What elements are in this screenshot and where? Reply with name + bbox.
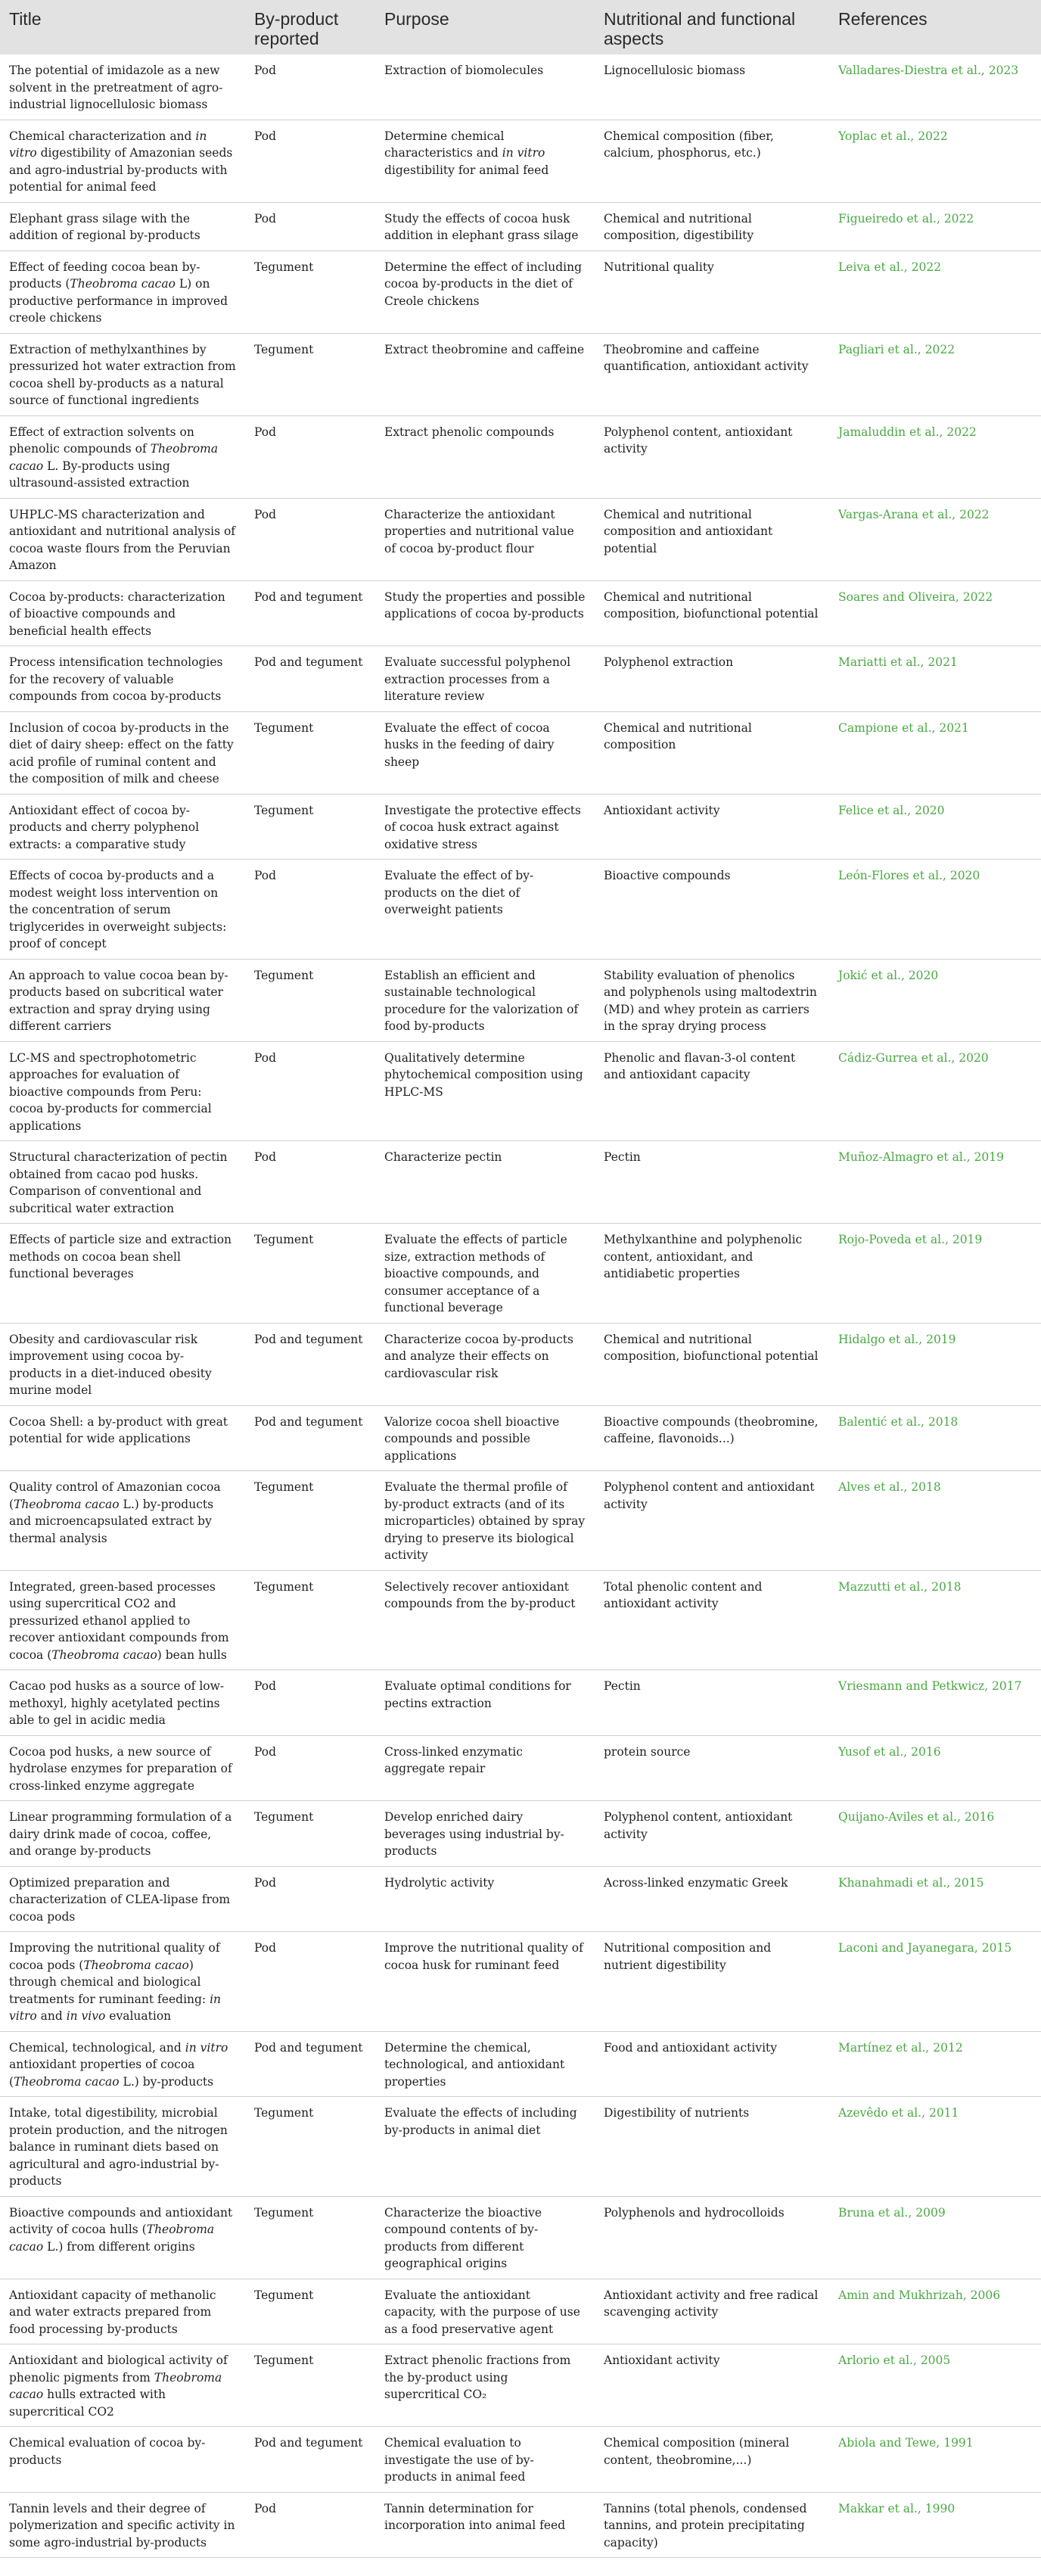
cell-reference[interactable]: Laconi and Jayanegara, 2015: [829, 1932, 1041, 2032]
cell-reference[interactable]: Martínez et al., 2012: [829, 2031, 1041, 2097]
cell-byproduct: Pod and tegument: [245, 1405, 375, 1471]
cell-reference[interactable]: Muñoz-Almagro et al., 2019: [829, 1141, 1041, 1224]
cell-purpose: Evaluate the effects of including by-products in animal diet: [375, 2097, 595, 2197]
table-row: [0, 1471, 1041, 1571]
cell-title: Bioactive compounds and antioxidant activity of cocoa hulls (Theobroma cacao L.) from different origins: [0, 2196, 245, 2279]
cell-nutritional: Bioactive compounds (theobromine, caffeine, flavonoids...): [595, 1405, 829, 1471]
cell-byproduct: Tegument: [245, 333, 375, 415]
cell-byproduct: Tegument: [245, 959, 375, 1041]
cell-reference[interactable]: Arlorio et al., 2005: [829, 2344, 1041, 2427]
cell-byproduct: Pod: [245, 2492, 375, 2558]
cell-byproduct: Pod: [245, 1735, 375, 1801]
cell-title: Structural characterization of pectin obtained from cacao pod husks. Comparison of conventional and subcritical water extraction: [0, 1141, 245, 1224]
cell-title: Effects of particle size and extraction methods on cocoa bean shell functional beverages: [0, 1224, 245, 1324]
cell-purpose: Selectively recover antioxidant compounds from the by-product: [375, 1570, 595, 1670]
cell-purpose: Study the properties and possible applications of cocoa by-products: [375, 580, 595, 646]
cell-nutritional: Food and antioxidant activity: [595, 2031, 829, 2097]
column-header-title: Title: [0, 0, 245, 54]
cell-reference[interactable]: Khanahmadi et al., 2015: [829, 1866, 1041, 1932]
cell-reference[interactable]: Jokić et al., 2020: [829, 959, 1041, 1041]
cell-byproduct: Pod: [245, 120, 375, 202]
cell-nutritional: Chemical composition (fiber, calcium, phosphorus, etc.): [595, 120, 829, 202]
cell-byproduct: Tegument: [245, 2344, 375, 2427]
table-row: [0, 1570, 1041, 1670]
cell-title: Optimized preparation and characterization of CLEA-lipase from cocoa pods: [0, 1866, 245, 1932]
cell-title: Quality control of Amazonian cocoa (Theobroma cacao L.) by-products and microencapsulated extract by thermal analysis: [0, 1471, 245, 1571]
cell-nutritional: Chemical and nutritional composition: [595, 711, 829, 794]
table-row: [0, 1141, 1041, 1224]
cell-title: Obesity and cardiovascular risk improvement using cocoa by-products in a diet-induced obesity murine model: [0, 1323, 245, 1405]
cell-nutritional: Lignocellulosic biomass: [595, 54, 829, 120]
cell-reference[interactable]: Jamaluddin et al., 2022: [829, 415, 1041, 498]
cell-byproduct: Pod: [245, 415, 375, 498]
cell-nutritional: Nutritional composition and nutrient digestibility: [595, 1932, 829, 2032]
table-row: [0, 1405, 1041, 1471]
cell-nutritional: Bioactive compounds: [595, 860, 829, 960]
cell-byproduct: Tegument: [245, 1471, 375, 1571]
cell-nutritional: Tannins (total phenols, condensed tannins, and protein precipitating capacity): [595, 2492, 829, 2558]
cell-byproduct: Pod: [245, 498, 375, 580]
cell-reference[interactable]: Abiola and Tewe, 1991: [829, 2427, 1041, 2493]
cell-nutritional: Methylxanthine and polyphenolic content, antioxidant, and antidiabetic properties: [595, 1224, 829, 1324]
cell-purpose: Establish an efficient and sustainable technological procedure for the valorization of food by-products: [375, 959, 595, 1041]
table-row: [0, 498, 1041, 580]
cell-reference[interactable]: Valladares-Diestra et al., 2023: [829, 54, 1041, 120]
cell-purpose: Evaluate the effect of by-products on the diet of overweight patients: [375, 860, 595, 960]
column-header-nutritional: Nutritional and functional aspects: [595, 0, 829, 54]
cell-purpose: Develop enriched dairy beverages using industrial by-products: [375, 1801, 595, 1867]
cell-byproduct: Tegument: [245, 711, 375, 794]
column-header-byproduct: By-product reported: [245, 0, 375, 54]
cell-byproduct: Tegument: [245, 2196, 375, 2279]
table-row: [0, 2279, 1041, 2344]
table-row: [0, 2196, 1041, 2279]
cell-reference[interactable]: Soares and Oliveira, 2022: [829, 580, 1041, 646]
cell-purpose: Study the effects of cocoa husk addition in elephant grass silage: [375, 202, 595, 250]
cell-nutritional: Pectin: [595, 1670, 829, 1736]
table-row: [0, 711, 1041, 794]
cell-nutritional: Chemical and nutritional composition, biofunctional potential: [595, 580, 829, 646]
cell-reference[interactable]: Amin and Mukhrizah, 2006: [829, 2279, 1041, 2344]
cell-title: Effect of extraction solvents on phenolic compounds of Theobroma cacao L. By-products using ultrasound-assisted extraction: [0, 415, 245, 498]
cell-purpose: Evaluate the effects of particle size, extraction methods of bioactive compounds, and consumer acceptance of a functional beverage: [375, 1224, 595, 1324]
cell-reference[interactable]: Quijano-Aviles et al., 2016: [829, 1801, 1041, 1867]
header-row: [0, 0, 1041, 54]
table-row: [0, 794, 1041, 860]
cell-purpose: Evaluate the effect of cocoa husks in the feeding of dairy sheep: [375, 711, 595, 794]
cell-nutritional: Total phenolic content and antioxidant activity: [595, 1570, 829, 1670]
cell-title: UHPLC-MS characterization and antioxidant and nutritional analysis of cocoa waste flours from the Peruvian Amazon: [0, 498, 245, 580]
cell-purpose: Characterize the antioxidant properties and nutritional value of cocoa by-product flour: [375, 498, 595, 580]
cell-reference[interactable]: Rojo-Poveda et al., 2019: [829, 1224, 1041, 1324]
cell-byproduct: Pod and tegument: [245, 2427, 375, 2493]
cell-nutritional: Chemical and nutritional composition and antioxidant potential: [595, 498, 829, 580]
cell-purpose: Evaluate the antioxidant capacity, with the purpose of use as a food preservative agent: [375, 2279, 595, 2344]
cell-title: Linear programming formulation of a dairy drink made of cocoa, coffee, and orange by-products: [0, 1801, 245, 1867]
cell-nutritional: Polyphenol content and antioxidant activity: [595, 1471, 829, 1571]
cell-nutritional: Pectin: [595, 1141, 829, 1224]
cell-nutritional: Polyphenol content, antioxidant activity: [595, 415, 829, 498]
cell-purpose: Investigate the protective effects of cocoa husk extract against oxidative stress: [375, 794, 595, 860]
table-row: [0, 860, 1041, 960]
cell-title: Intake, total digestibility, microbial protein production, and the nitrogen balance in ruminant diets based on agricultural and agro-industrial by-products: [0, 2097, 245, 2197]
cell-title: Cocoa pod husks, a new source of hydrolase enzymes for preparation of cross-linked enzyme aggregate: [0, 1735, 245, 1801]
cell-reference[interactable]: Figueiredo et al., 2022: [829, 202, 1041, 250]
cell-purpose: Hydrolytic activity: [375, 1866, 595, 1932]
column-header-references: References: [829, 0, 1041, 54]
cell-purpose: Determine the chemical, technological, and antioxidant properties: [375, 2031, 595, 2097]
cell-nutritional: Antioxidant activity: [595, 794, 829, 860]
cell-reference[interactable]: Vargas-Arana et al., 2022: [829, 498, 1041, 580]
cell-reference[interactable]: Mariatti et al., 2021: [829, 646, 1041, 712]
table-row: [0, 2344, 1041, 2427]
cell-title: Chemical characterization and in vitro digestibility of Amazonian seeds and agro-industrial by-products with potential for animal feed: [0, 120, 245, 202]
table-row: [0, 333, 1041, 415]
cell-byproduct: Pod: [245, 54, 375, 120]
cell-byproduct: Pod: [245, 1141, 375, 1224]
cell-nutritional: Antioxidant activity and free radical scavenging activity: [595, 2279, 829, 2344]
table-row: [0, 120, 1041, 202]
cell-purpose: Characterize cocoa by-products and analyze their effects on cardiovascular risk: [375, 1323, 595, 1405]
cell-title: Antioxidant and biological activity of phenolic pigments from Theobroma cacao hulls extracted with supercritical CO2: [0, 2344, 245, 2427]
cell-reference[interactable]: Balentić et al., 2018: [829, 1405, 1041, 1471]
cell-byproduct: Pod: [245, 202, 375, 250]
cell-purpose: Improve the nutritional quality of cocoa husk for ruminant feed: [375, 1932, 595, 2032]
cell-title: LC-MS and spectrophotometric approaches for evaluation of bioactive compounds from Peru: cocoa by-products for commercial applications: [0, 1041, 245, 1141]
cell-title: Antioxidant capacity of methanolic and water extracts prepared from food processing by-products: [0, 2279, 245, 2344]
cell-nutritional: Chemical and nutritional composition, digestibility: [595, 202, 829, 250]
cell-reference[interactable]: Leiva et al., 2022: [829, 250, 1041, 333]
cell-title: Process intensification technologies for the recovery of valuable compounds from cocoa by-products: [0, 646, 245, 712]
cell-nutritional: Theobromine and caffeine quantification, antioxidant activity: [595, 333, 829, 415]
cell-byproduct: Pod: [245, 1932, 375, 2032]
cell-reference[interactable]: Hidalgo et al., 2019: [829, 1323, 1041, 1405]
cell-nutritional: Chemical composition (mineral content, theobromine,...): [595, 2427, 829, 2493]
table-row: [0, 2492, 1041, 2558]
cell-nutritional: Stability evaluation of phenolics and polyphenols using maltodextrin (MD) and whey protein as carriers in the spray drying process: [595, 959, 829, 1041]
table-row: [0, 1224, 1041, 1324]
cell-reference[interactable]: Azevêdo et al., 2011: [829, 2097, 1041, 2197]
cell-byproduct: Tegument: [245, 794, 375, 860]
cell-reference[interactable]: Pagliari et al., 2022: [829, 333, 1041, 415]
cell-purpose: Valorize cocoa shell bioactive compounds and possible applications: [375, 1405, 595, 1471]
cell-byproduct: Pod and tegument: [245, 2031, 375, 2097]
cell-purpose: Extract theobromine and caffeine: [375, 333, 595, 415]
cell-title: Extraction of methylxanthines by pressurized hot water extraction from cocoa shell by-products as a natural source of functional ingredients: [0, 333, 245, 415]
table-row: [0, 646, 1041, 712]
cell-reference[interactable]: Bruna et al., 2009: [829, 2196, 1041, 2279]
cell-title: Cacao pod husks as a source of low-methoxyl, highly acetylated pectins able to gel in acidic media: [0, 1670, 245, 1736]
table-row: [0, 1866, 1041, 1932]
table-row: [0, 1735, 1041, 1801]
cell-purpose: Characterize the bioactive compound contents of by-products from different geographical origins: [375, 2196, 595, 2279]
cell-reference[interactable]: Yoplac et al., 2022: [829, 120, 1041, 202]
table-row: [0, 1801, 1041, 1867]
cell-byproduct: Pod: [245, 1866, 375, 1932]
cell-title: Effect of feeding cocoa bean by-products (Theobroma cacao L) on productive performance in improved creole chickens: [0, 250, 245, 333]
table-row: [0, 1323, 1041, 1405]
cell-nutritional: Nutritional quality: [595, 250, 829, 333]
cell-purpose: Cross-linked enzymatic aggregate repair: [375, 1735, 595, 1801]
cell-title: Cocoa Shell: a by-product with great potential for wide applications: [0, 1405, 245, 1471]
cell-byproduct: Tegument: [245, 1224, 375, 1324]
cell-purpose: Extraction of biomolecules: [375, 54, 595, 120]
table-row: [0, 1932, 1041, 2032]
cell-title: Elephant grass silage with the addition of regional by-products: [0, 202, 245, 250]
cell-purpose: Evaluate optimal conditions for pectins extraction: [375, 1670, 595, 1736]
cell-title: An approach to value cocoa bean by-products based on subcritical water extraction and spray drying using different carriers: [0, 959, 245, 1041]
cell-byproduct: Tegument: [245, 1570, 375, 1670]
cell-nutritional: Polyphenols and hydrocolloids: [595, 2196, 829, 2279]
cell-purpose: Extract phenolic compounds: [375, 415, 595, 498]
cell-nutritional: Polyphenol extraction: [595, 646, 829, 712]
cell-reference[interactable]: Makkar et al., 1990: [829, 2492, 1041, 2558]
cell-purpose: Determine the effect of including cocoa by-products in the diet of Creole chickens: [375, 250, 595, 333]
cell-title: Antioxidant effect of cocoa by-products and cherry polyphenol extracts: a comparative study: [0, 794, 245, 860]
table-row: [0, 2031, 1041, 2097]
cell-reference[interactable]: Mazzutti et al., 2018: [829, 1570, 1041, 1670]
cell-reference[interactable]: Campione et al., 2021: [829, 711, 1041, 794]
cell-title: Effects of cocoa by-products and a modest weight loss intervention on the concentration of serum triglycerides in overweight subjects: proof of concept: [0, 860, 245, 960]
cell-purpose: Characterize pectin: [375, 1141, 595, 1224]
cell-purpose: Chemical evaluation to investigate the use of by-products in animal feed: [375, 2427, 595, 2493]
table-row: [0, 1670, 1041, 1736]
cell-title: The potential of imidazole as a new solvent in the pretreatment of agro-industrial lignocellulosic biomass: [0, 54, 245, 120]
cell-purpose: Qualitatively determine phytochemical composition using HPLC-MS: [375, 1041, 595, 1141]
cell-reference[interactable]: Felice et al., 2020: [829, 794, 1041, 860]
cell-nutritional: Digestibility of nutrients: [595, 2097, 829, 2197]
cell-title: Tannin levels and their degree of polymerization and specific activity in some agro-industrial by-products: [0, 2492, 245, 2558]
cell-byproduct: Pod: [245, 860, 375, 960]
cell-byproduct: Tegument: [245, 1801, 375, 1867]
cell-reference[interactable]: Alves et al., 2018: [829, 1471, 1041, 1571]
table-body: [0, 54, 1041, 2558]
cell-byproduct: Pod: [245, 1670, 375, 1736]
table-row: [0, 202, 1041, 250]
cell-nutritional: Phenolic and flavan-3-ol content and antioxidant capacity: [595, 1041, 829, 1141]
cell-title: Integrated, green-based processes using supercritical CO2 and pressurized ethanol applied to recover antioxidant compounds from cocoa (Theobroma cacao) bean hulls: [0, 1570, 245, 1670]
table-row: [0, 250, 1041, 333]
cell-byproduct: Tegument: [245, 2097, 375, 2197]
column-header-purpose: Purpose: [375, 0, 595, 54]
cell-byproduct: Tegument: [245, 250, 375, 333]
cell-byproduct: Pod: [245, 1041, 375, 1141]
cell-purpose: Determine chemical characteristics and in vitro digestibility for animal feed: [375, 120, 595, 202]
cell-purpose: Evaluate successful polyphenol extraction processes from a literature review: [375, 646, 595, 712]
table-row: [0, 959, 1041, 1041]
cell-nutritional: Across-linked enzymatic Greek: [595, 1866, 829, 1932]
table-row: [0, 54, 1041, 120]
table-row: [0, 1041, 1041, 1141]
cell-nutritional: protein source: [595, 1735, 829, 1801]
cell-reference[interactable]: Yusof et al., 2016: [829, 1735, 1041, 1801]
table-row: [0, 415, 1041, 498]
cell-title: Improving the nutritional quality of cocoa pods (Theobroma cacao) through chemical and biological treatments for ruminant feeding: in vitro and in vivo evaluation: [0, 1932, 245, 2032]
cell-reference[interactable]: Vriesmann and Petkwicz, 2017: [829, 1670, 1041, 1736]
cell-nutritional: Antioxidant activity: [595, 2344, 829, 2427]
cell-title: Chemical, technological, and in vitro antioxidant properties of cocoa (Theobroma cacao L.) by-products: [0, 2031, 245, 2097]
table-header: [0, 0, 1041, 54]
cell-byproduct: Pod and tegument: [245, 1323, 375, 1405]
cell-purpose: Evaluate the thermal profile of by-product extracts (and of its microparticles) obtained by spray drying to preserve its biological activity: [375, 1471, 595, 1571]
cell-title: Inclusion of cocoa by-products in the diet of dairy sheep: effect on the fatty acid profile of ruminal content and the composition of milk and cheese: [0, 711, 245, 794]
cell-nutritional: Chemical and nutritional composition, biofunctional potential: [595, 1323, 829, 1405]
cell-title: Chemical evaluation of cocoa by-products: [0, 2427, 245, 2493]
cell-byproduct: Pod and tegument: [245, 580, 375, 646]
table-row: [0, 2097, 1041, 2197]
table-row: [0, 580, 1041, 646]
cell-purpose: Tannin determination for incorporation into animal feed: [375, 2492, 595, 2558]
cell-byproduct: Tegument: [245, 2279, 375, 2344]
cell-title: Cocoa by-products: characterization of bioactive compounds and beneficial health effects: [0, 580, 245, 646]
cell-nutritional: Polyphenol content, antioxidant activity: [595, 1801, 829, 1867]
cell-reference[interactable]: Cádiz-Gurrea et al., 2020: [829, 1041, 1041, 1141]
cell-byproduct: Pod and tegument: [245, 646, 375, 712]
cell-reference[interactable]: León-Flores et al., 2020: [829, 860, 1041, 960]
table-row: [0, 2427, 1041, 2493]
cell-purpose: Extract phenolic fractions from the by-product using supercritical CO₂: [375, 2344, 595, 2427]
